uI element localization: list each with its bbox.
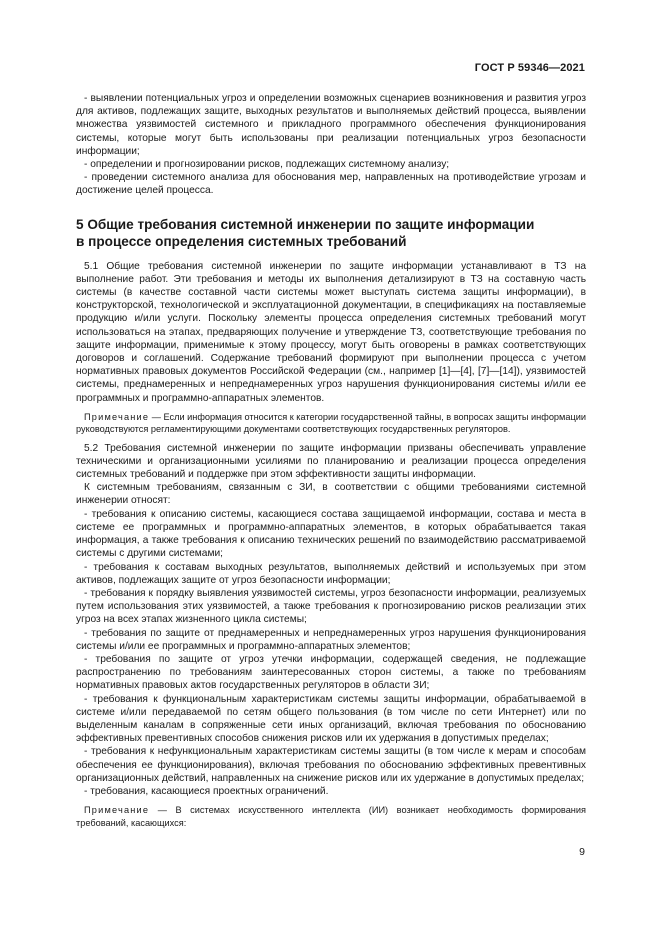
- intro-item: - проведении системного анализа для обоснования мер, направленных на противодействие угрозам и достижение целей процесса.: [76, 172, 586, 197]
- note-2: [76, 804, 586, 829]
- requirement-item: - требования по защите от преднамеренных и непреднамеренных угроз нарушения функционирования системы и/или ее программных и программно-аппаратных элементов;: [76, 627, 586, 652]
- requirement-item: - требования к функциональным характеристикам системы защиты информации, обрабатываемой в системе и/или передаваемой по сетям общего пользования (в том числе по сети Интернет) или по выделенным каналам в сопряженные сети иных организаций, включая требования по обоснованию эффективных превентивных способов снижения рисков или их удержания в допустимых пределах;: [76, 693, 586, 745]
- requirement-item: - требования к нефункциональным характеристикам системы защиты (в том числе к мерам и способам обеспечения ее функционирования), включая требования по обоснованию эффективных превентивных организационных действий, направленных на снижение рисков или их удержание в допустимых пределах;: [76, 746, 586, 784]
- paragraph-requirements-intro: К системным требованиям, связанным с ЗИ, в соответствии с общими требованиями системной инженерии относят:: [76, 482, 586, 507]
- note-1: [76, 411, 586, 436]
- section-title-line2: в процессе определения системных требований: [76, 233, 407, 249]
- note-label: Примечание: [84, 805, 150, 816]
- page-number: 9: [579, 846, 585, 858]
- paragraph-5-1: 5.1 Общие требования системной инженерии по защите информации устанавливают в ТЗ на выполнение работ. Эти требования и методы их выполнения детализируют в ТЗ на составную часть системы (в качестве составной части системы может выступать система защиты информации), в конструкторской, технологической и эксплуатационной документации, в спецификациях на поставляемые продукцию и/или услуги. Поскольку элементы процесса определения системных требований могут использоваться на этапах, предваряющих получение и утверждение ТЗ, соответствующие требования по защите информации, применимые к этому процессу, могут быть оговорены в рамках соответствующих договоров и соглашений. Содержание требований формируют при выполнении процесса с учетом нормативных правовых документов Российской Федерации (см., например [1]—[4], [7]—[14]), уязвимостей системы, преднамеренных и непреднамеренных угроз нарушения функционирования системы и/или ее программных и программно-аппаратных элементов.: [76, 260, 586, 404]
- requirement-item: - требования к составам выходных результатов, выполняемых действий и используемых при этом активов, подлежащих защите от угроз безопасности информации;: [76, 561, 586, 586]
- note-text: — В системах искусственного интеллекта (ИИ) возникает необходимость формирования требований, касающихся:: [76, 805, 586, 828]
- section-title-line1: 5 Общие требования системной инженерии по защите информации: [76, 216, 535, 232]
- intro-item: - определении и прогнозировании рисков, подлежащих системному анализу;: [84, 159, 450, 171]
- requirement-item: - требования к описанию системы, касающиеся состава защищаемой информации, состава и места в системе ее программных и программно-аппаратных элементов, в которых обрабатывается такая информация, а также требования к описанию технических решений по взаимодействию рассматриваемой системы с другими системами;: [76, 508, 586, 560]
- paragraph-5-2: 5.2 Требования системной инженерии по защите информации призваны обеспечивать управление техническими и организационными усилиями по планированию и реализации процесса определения системных требований и поддержке при этом эффективности защиты информации.: [76, 442, 586, 481]
- requirement-item: - требования по защите от угроз утечки информации, содержащей сведения, не подлежащие распространению по требованиям заинтересованных сторон системы, а также по требованиям нормативных правовых актов государственных регуляторов в области ЗИ;: [76, 653, 586, 692]
- page-content: [76, 92, 586, 835]
- standard-header: ГОСТ Р 59346—2021: [474, 62, 585, 74]
- section-title: [76, 216, 586, 250]
- note-label: Примечание: [84, 411, 150, 422]
- note-text: — Если информация относится к категории государственной тайны, в вопросах защиты информации руководствуются регламентирующими документами соответствующих государственных регуляторов.: [76, 411, 586, 435]
- intro-item: - выявлении потенциальных угроз и определении возможных сценариев возникновения и развития угроз для активов, подлежащих защите, выходных результатов и выполняемых действий процесса, выявлении множества уязвимостей системного и прикладного программного обеспечения функционирования системы, которые могут быть использованы при реализации потенциальных угроз безопасности информации;: [76, 93, 586, 157]
- requirement-item: - требования, касающиеся проектных ограничений.: [84, 785, 329, 797]
- requirement-item: - требования к порядку выявления уязвимостей системы, угроз безопасности информации, реализуемых путем использования этих уязвимостей, а также требования к прогнозированию рисков реализации этих угроз на всех этапах жизненного цикла системы;: [76, 587, 586, 626]
